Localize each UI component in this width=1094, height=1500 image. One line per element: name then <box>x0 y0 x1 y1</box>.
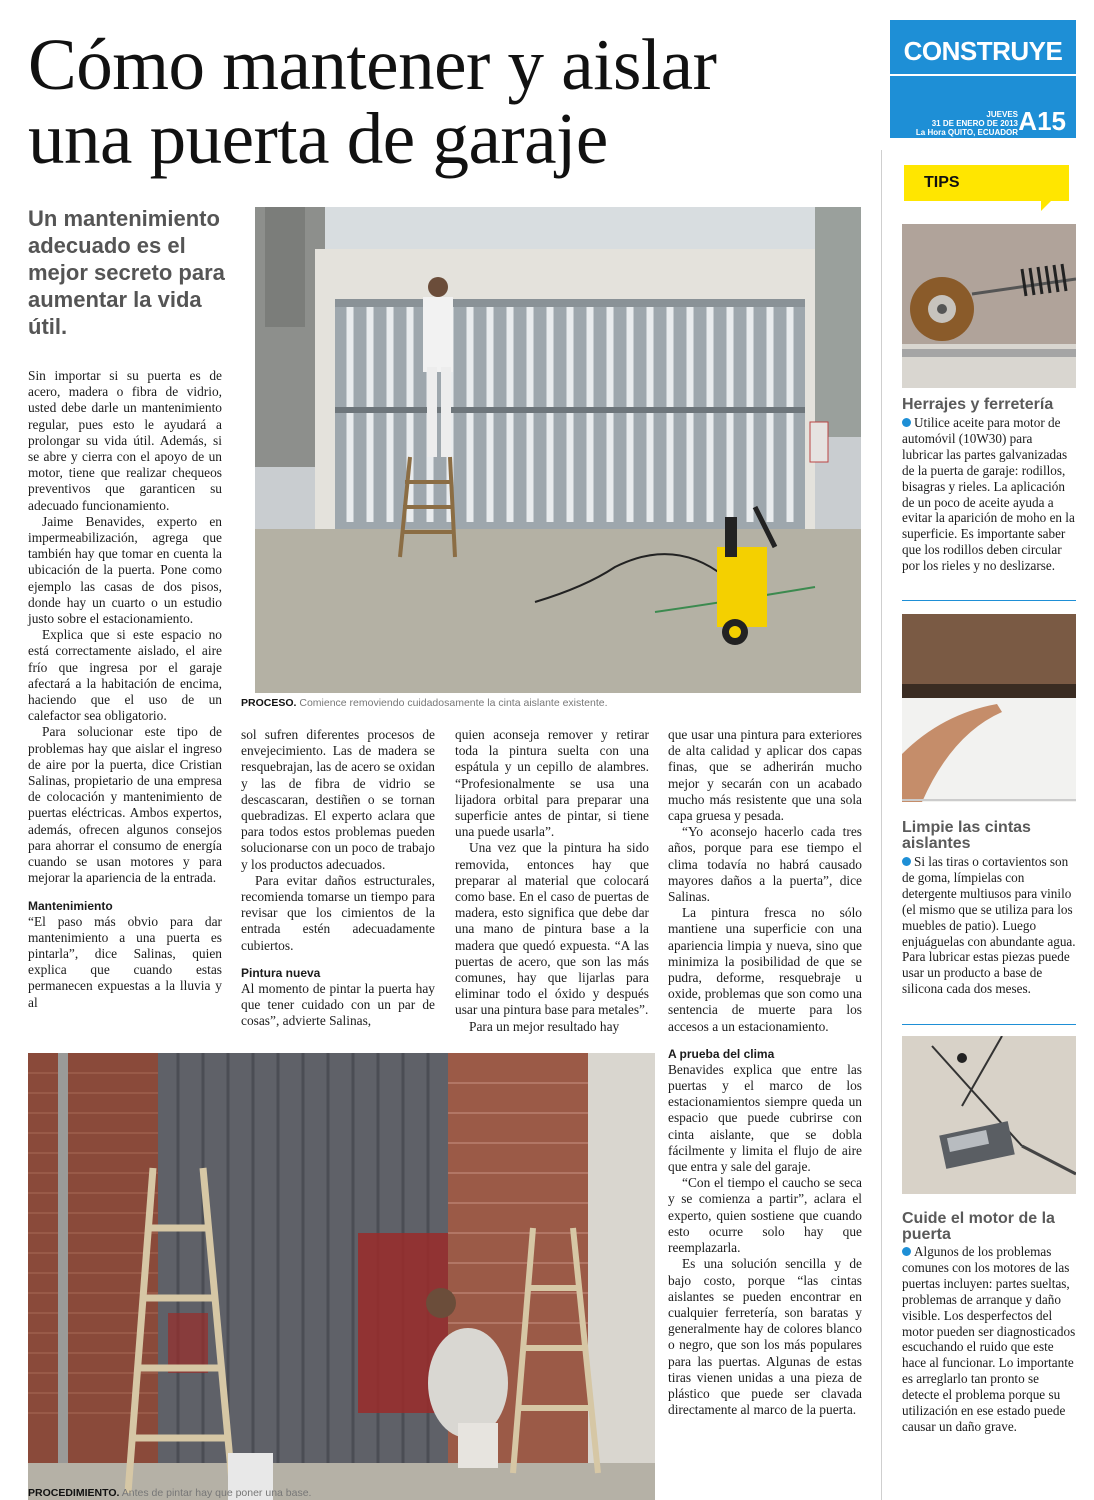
headline <box>28 24 868 179</box>
caption-bottom-label: PROCEDIMIENTO. <box>28 1487 120 1499</box>
paragraph: Explica que si este espacio no está correctamente aislado, el aire frío que ingresa por el garaje afectará a la habitación de encima, haciendo que el uso de un calefactor sea obligatorio. <box>28 627 222 724</box>
paragraph: Al momento de pintar la puerta hay que tener cuidado con un par de cosas”, advierte Salinas, <box>241 980 435 1029</box>
tip-3-text: Algunos de los problemas comunes con los motores de las puertas incluyen: partes sueltas, problemas de arranque y daño visible. Los desperfectos del motor pueden ser diagnosticados escuchando el ruido que este hace al funcionar. Lo importante es arreglarlo tan pronto se detecte el problema porque su utilización en ese estado puede causar un daño grave. <box>902 1244 1076 1434</box>
paragraph: sol sufren diferentes procesos de envejecimiento. Las de madera se resquebrajan, las de acero se oxidan y las de fibra de vidrio se descascaran, destiñen o se tornan quebradizas. El experto aclara que para todos estos problemas pueden solucionarse con un poco de trabajo y los productos adecuados. <box>241 727 435 872</box>
subhead-mantenimiento: Mantenimiento <box>28 898 113 913</box>
tip-2-body <box>902 854 1076 997</box>
tips-label: TIPS <box>924 174 960 191</box>
tip-separator <box>902 1024 1076 1025</box>
paragraph: Es una solución sencilla y de bajo costo, porque “las cintas aislantes se pueden encontrar en cualquier ferretería, son baratas y generalmente hay de colores blanco o negro, que son los más populares para las puertas. Algunas de estas tiras vienen unidas a una pieza de plástico que puede ser clavada directamente al marco de la puerta. <box>668 1256 862 1418</box>
bullet-icon <box>902 418 911 427</box>
tip-2-title: Limpie las cintas aislantes <box>902 819 1031 852</box>
photo-garage-door-procedure <box>28 1053 655 1500</box>
tip-3-title: Cuide el motor de la puerta <box>902 1210 1055 1243</box>
weatherstrip-illustration <box>902 614 1076 802</box>
subhead-a-prueba-del-clima: A prueba del clima <box>668 1046 775 1061</box>
section-full-date: 31 DE ENERO DE 2013 <box>931 119 1018 128</box>
caption-bottom-text: Antes de pintar hay que poner una base. <box>121 1487 312 1499</box>
photo-garage-door-process <box>255 207 861 693</box>
tip-photo-weatherstrip <box>902 614 1076 802</box>
article-column-1 <box>28 368 222 1011</box>
paragraph: Benavides explica que entre las puertas y el marco de los estacionamientos siempre queda un espacio que puede cubrirse con cinta aislante, que se dobla fácilmente y limita el flujo de aire que entra y sale del garaje. <box>668 1061 862 1175</box>
article-column-2 <box>241 727 435 1029</box>
paragraph: que usar una pintura para exteriores de alta calidad y aplicar dos capas finas, que se adherirán mucho mejor y secarán con un acabado mucho más resistente que una sola capa gruesa y pesada. <box>668 727 862 824</box>
deck: Un mantenimiento adecuado es el mejor secreto para aumentar la vida útil. <box>28 206 225 339</box>
page-number: A15 <box>1018 106 1066 136</box>
newspaper-name: La Hora <box>915 128 946 137</box>
article-column-4 <box>668 727 862 1418</box>
section-paper-city <box>916 128 1018 137</box>
tip-photo-motor <box>902 1036 1076 1194</box>
tip-separator <box>902 600 1076 601</box>
article-column-3 <box>455 727 649 1035</box>
headline-line-2: una puerta de garaje <box>28 98 608 179</box>
city: QUITO, ECUADOR <box>947 128 1018 137</box>
roller-spring-illustration <box>902 224 1076 388</box>
caption-top <box>241 697 608 709</box>
paragraph: “El paso más obvio para dar mantenimiento a una puerta es pintarla”, dice Salinas, quien explica que cuando estas permanecen expuestas a la lluvia y al <box>28 913 222 1010</box>
paragraph: Para evitar daños estructurales, recomienda tomarse un tiempo para revisar que los cimientos de la entrada estén adecuadamente cubiertos. <box>241 872 435 953</box>
tip-2-text: Si las tiras o cortavientos son de goma, límpielas con detergente multiusos para vinilo (el mismo que se utiliza para los muebles de patio). Luego enjuáguelas con abundante agua. Para lubricar estas piezas puede usar un producto a base de silicona cada dos meses. <box>902 854 1076 997</box>
tip-1-text: Utilice aceite para motor de automóvil (10W30) para lubricar las partes galvanizadas de la puerta de garaje: rodillos, bisagras y rieles. La aplicación de un poco de aceite ayuda a evitar la aparición de moho en la superficie. Es importante saber que los rodillos deben circular por los rieles y no deslizarse. <box>902 415 1075 574</box>
bullet-icon <box>902 857 911 866</box>
section-weekday: JUEVES <box>986 110 1018 119</box>
subhead-pintura-nueva: Pintura nueva <box>241 965 321 980</box>
paragraph: Jaime Benavides, experto en impermeabilización, agrega que también hay que tomar en cuenta la ubicación de la puerta. Pone como ejemplo las casas de dos pisos, donde hay un cuarto o un estudio justo sobre el estacionamiento. <box>28 513 222 627</box>
paragraph: Sin importar si su puerta es de acero, madera o fibra de vidrio, usted debe darle un mantenimiento regular, pues esto le ayudará a prolongar su vida útil. Además, si se abre y cierra con el apoyo de un motor, tiene que realizar chequeos preventivos que garanticen su adecuado funcionamiento. <box>28 368 222 513</box>
tips-header <box>904 165 1069 201</box>
sidebar-divider <box>881 150 882 1500</box>
paragraph: Para un mejor resultado hay <box>469 1018 620 1034</box>
tip-photo-hardware <box>902 224 1076 388</box>
section-name: CONSTRUYE <box>903 36 1063 66</box>
paragraph: Una vez que la pintura ha sido removida, entonces hay que preparar al material que colocará como base. En el caso de puertas de madera, esto significa que debe dar una mano de pintura base a la madera que quedó expuesta. “A las puertas de acero, que son las más comunes, hay que lijarlas para eliminar todo el óxido y después usar una pintura base para metales”. <box>455 840 649 1018</box>
paragraph: Para solucionar este tipo de problemas hay que aislar el ingreso de aire por la puerta, dice Cristian Salinas, propietario de una empresa de colocación y mantenimiento de puertas eléctricas. Ambos expertos, además, ofrecen algunos consejos para ahorrar el consumo de energía cuando se usan motores y para mejorar la apariencia de la entrada. <box>28 724 222 886</box>
garage-procedure-illustration <box>28 1053 655 1500</box>
tip-1-body <box>902 415 1076 574</box>
paragraph: quien aconseja remover y retirar toda la pintura suelta con una espátula y un cepillo de alambres. “Profesionalmente se usa una lijadora orbital para preparar una superficie antes de pintar, si tiene una puede usarla”. <box>455 727 649 840</box>
paragraph: La pintura fresca no sólo mantiene una superficie con una apariencia limpia y nueva, sino que minimiza la posibilidad de que se pudra, deforme, resquebraje u oxide, problemas que son como una sentencia de muerte para los accesos a un estacionamiento. <box>668 905 862 1034</box>
section-date <box>916 110 1018 137</box>
section-header <box>890 20 1076 138</box>
garage-motor-illustration <box>902 1036 1076 1194</box>
paragraph: “Con el tiempo el caucho se seca y se comienza a partir”, aclara el experto, quien sostiene que cuando esto ocurre solo hay que reemplazarla. <box>668 1175 862 1256</box>
caption-bottom <box>28 1487 311 1499</box>
paragraph: “Yo aconsejo hacerlo cada tres años, porque para ese tiempo el clima todavía no habrá causado mayores daños a la puerta”, dice Salinas. <box>668 824 862 905</box>
bullet-icon <box>902 1247 911 1256</box>
section-divider <box>890 74 1076 76</box>
caption-top-label: PROCESO. <box>241 697 297 709</box>
garage-process-illustration <box>255 207 861 693</box>
tip-3-body <box>902 1244 1076 1435</box>
headline-line-1: Cómo mantener y aislar <box>28 24 717 105</box>
caption-top-text: Comience removiendo cuidadosamente la cinta aislante existente. <box>299 697 608 709</box>
tip-1-title: Herrajes y ferretería <box>902 396 1054 413</box>
